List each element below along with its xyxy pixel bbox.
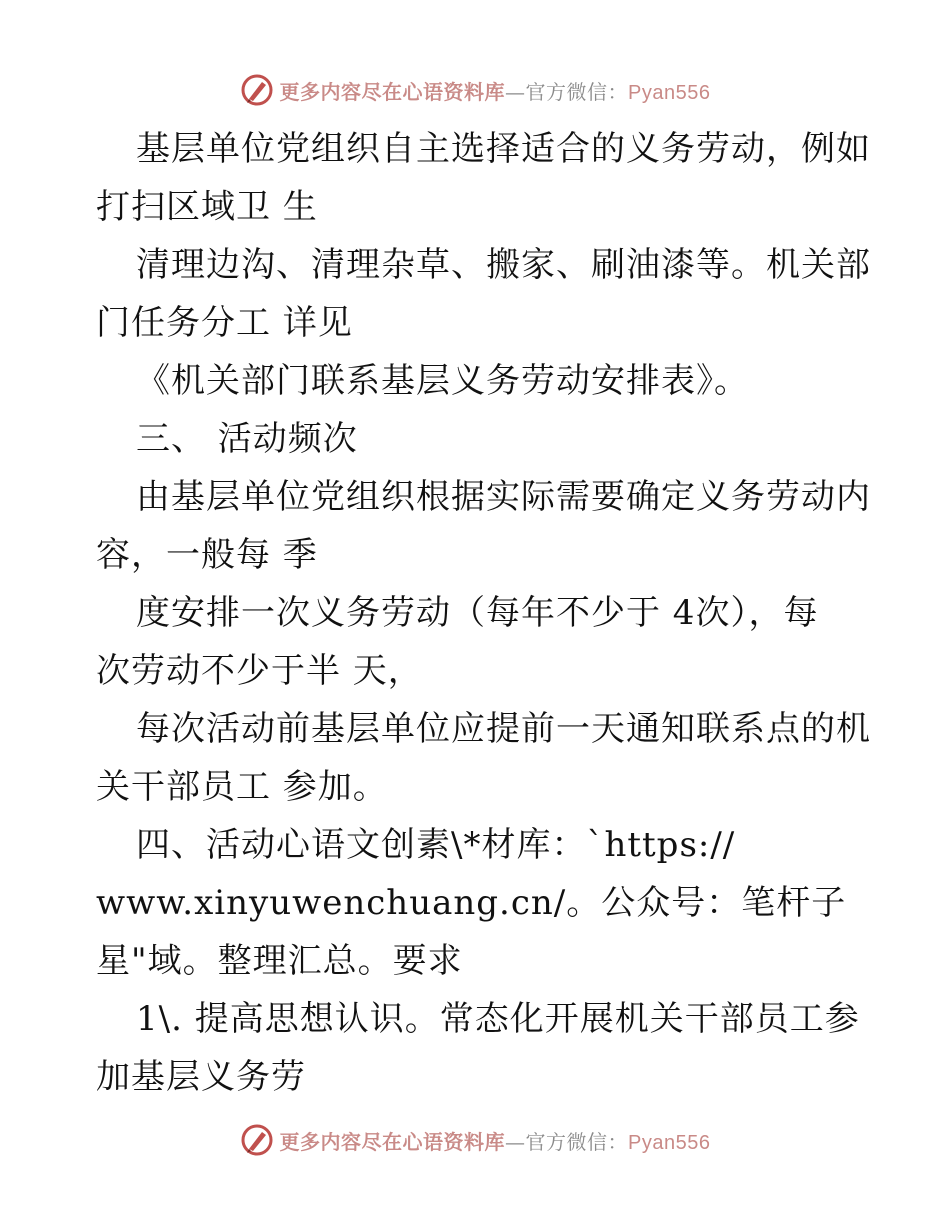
pen-logo-icon	[240, 1123, 274, 1157]
pen-logo-icon	[240, 73, 274, 107]
section-heading: 四、活动心语文创素\*材库：`https://	[136, 825, 736, 865]
section-heading: 三、 活动频次	[136, 419, 358, 459]
text-line: 打扫区域卫 生	[96, 187, 318, 227]
text-line: 清理边沟、清理杂草、搬家、刷油漆等。机关部	[136, 245, 871, 285]
text-line: 关干部员工 参加。	[96, 767, 388, 807]
footer-watermark-banner	[0, 1118, 950, 1162]
text-line: 次劳动不少于半 天，	[96, 651, 423, 691]
text-line: 容，一般每 季	[96, 535, 318, 575]
text-line: 《机关部门联系基层义务劳动安排表》。	[136, 361, 749, 401]
text-line: 基层单位党组织自主选择适合的义务劳动，例如	[136, 129, 871, 169]
text-line: 门任务分工 详见	[96, 303, 353, 343]
text-line: 1\. 提高思想认识。常态化开展机关干部员工参	[136, 999, 860, 1039]
text-line: 星"域。整理汇总。要求	[96, 941, 463, 981]
text-line: 度安排一次义务劳动（每年不少于 4次），每	[136, 593, 819, 633]
document-body	[96, 120, 871, 1106]
banner-text: 更多内容尽在心语资料库—官方微信：Pyan556	[279, 79, 711, 104]
text-line: 每次活动前基层单位应提前一天通知联系点的机	[136, 709, 871, 749]
banner-text: 更多内容尽在心语资料库—官方微信：Pyan556	[279, 1129, 711, 1154]
text-line: www.xinyuwenchuang.cn/。公众号：笔杆子	[96, 883, 847, 923]
text-line: 加基层义务劳	[96, 1057, 306, 1097]
header-watermark-banner	[0, 68, 950, 112]
text-line: 由基层单位党组织根据实际需要确定义务劳动内	[136, 477, 871, 517]
